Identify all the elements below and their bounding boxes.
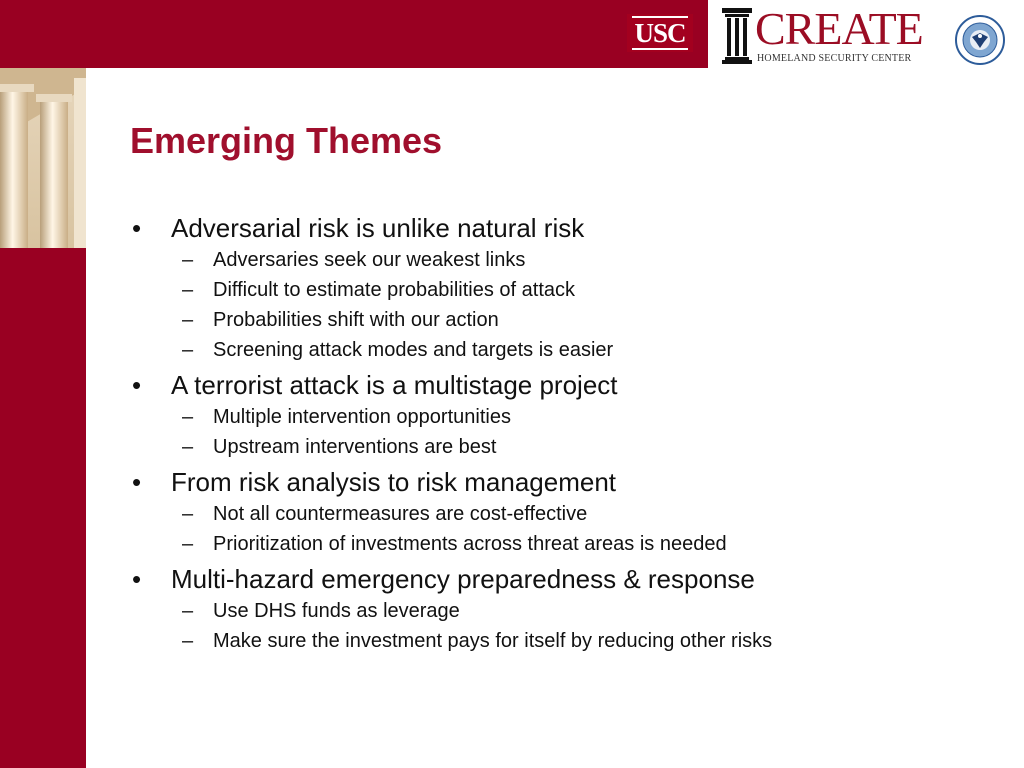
bullet-item: • A terrorist attack is a multistage project <box>132 370 618 400</box>
bullet-item: • Multi-hazard emergency preparedness & response <box>132 564 755 594</box>
create-logo-text: CREATE <box>755 3 923 54</box>
sub-bullet-item: – Probabilities shift with our action <box>182 309 499 331</box>
sub-bullet-item: – Screening attack modes and targets is easier <box>182 339 614 361</box>
column-logo-icon <box>722 8 752 64</box>
sub-bullet-item: – Use DHS funds as leverage <box>182 600 460 622</box>
sub-bullet-item: – Not all countermeasures are cost-effective <box>182 503 588 525</box>
column-photo <box>0 68 86 248</box>
sub-bullet-item: – Difficult to estimate probabilities of attack <box>182 279 576 301</box>
slide-content <box>130 208 1000 656</box>
sub-bullet-item: – Multiple intervention opportunities <box>182 406 511 428</box>
dhs-seal-icon <box>955 15 1005 65</box>
bullet-item: • Adversarial risk is unlike natural risk <box>132 213 585 243</box>
sub-bullet-item: – Adversaries seek our weakest links <box>182 249 526 271</box>
sub-bullet-item: – Prioritization of investments across threat areas is needed <box>182 533 727 555</box>
sub-bullet-item: – Make sure the investment pays for itself by reducing other risks <box>182 630 773 652</box>
bullet-item: • From risk analysis to risk management <box>132 467 617 497</box>
usc-logo: USC <box>627 14 693 52</box>
slide-title: Emerging Themes <box>130 120 443 161</box>
create-logo-subtitle: HOMELAND SECURITY CENTER <box>757 53 912 64</box>
sub-bullet-item: – Upstream interventions are best <box>182 436 497 458</box>
